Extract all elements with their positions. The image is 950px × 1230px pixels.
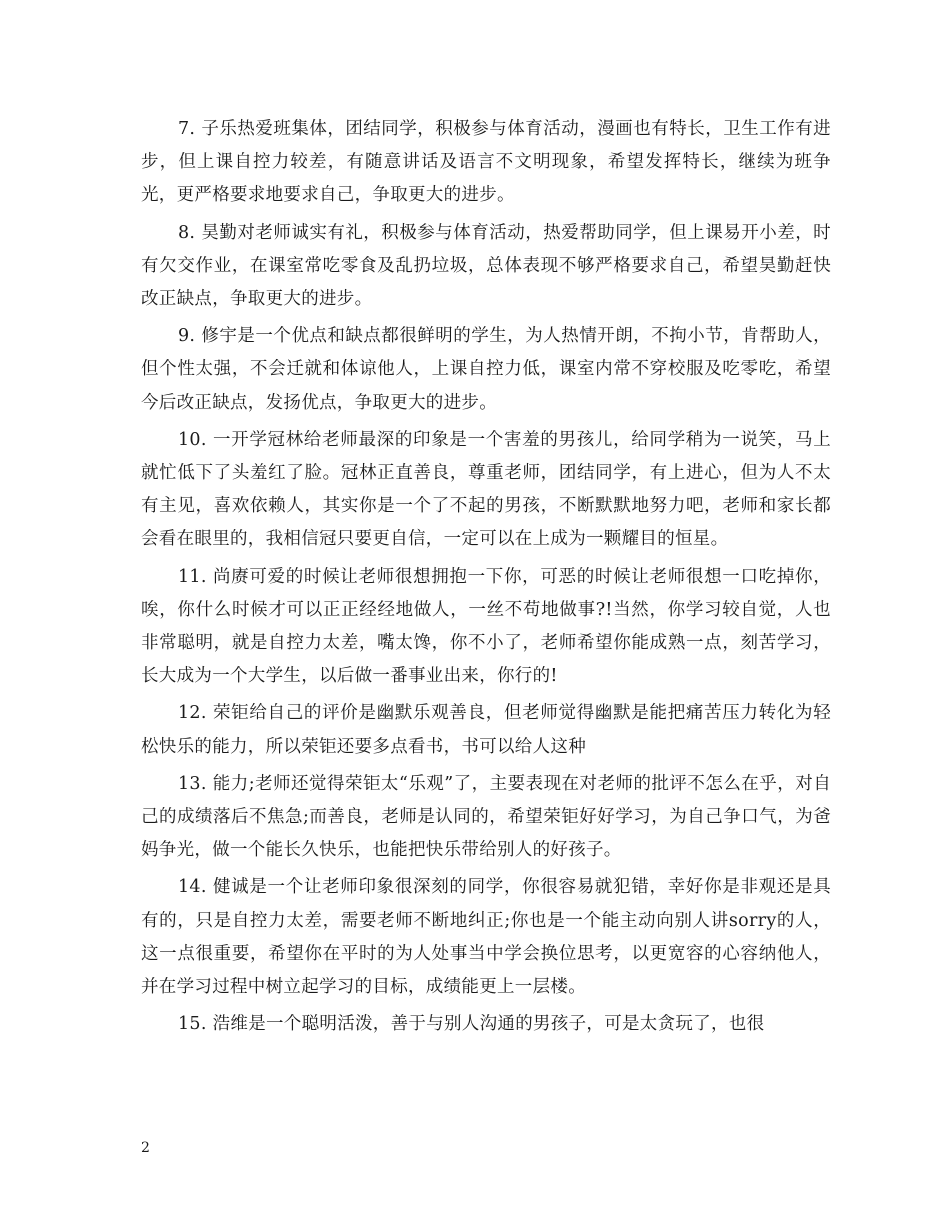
paragraph-8: 8. 昊勤对老师诚实有礼，积极参与体育活动，热爱帮助同学，但上课易开小差，时有欠交作业，在课室常吃零食及乱扔垃圾，总体表现不够严格要求自己，希望昊勤赶快改正缺点，争取更大的进步。: [141, 222, 831, 310]
paragraph-7: 7. 子乐热爱班集体，团结同学，积极参与体育活动，漫画也有特长，卫生工作有进步，但上课自控力较差，有随意讲话及语言不文明现象，希望发挥特长，继续为班争光，更严格要求地要求自己，争取更大的进步。: [141, 119, 831, 206]
paragraph-14: 14. 健诚是一个让老师印象很深刻的同学，你很容易就犯错，幸好你是非观还是具有的，只是自控力太差，需要老师不断地纠正;你也是一个能主动向别人讲sorry的人，这一点很重要，希望你在平时的为人处事当中学会换位思考，以更宽容的心容纳他人，并在学习过程中树立起学习的目标，成绩能更上一层楼。: [141, 877, 831, 998]
paragraph-13: 13. 能力;老师还觉得荣钜太“乐观”了，主要表现在对老师的批评不怎么在乎，对自己的成绩落后不焦急;而善良，老师是认同的，希望荣钜好好学习，为自己争口气，为爸妈争光，做一个能长久快乐，也能把快乐带给别人的好孩子。: [141, 773, 831, 861]
paragraph-10: 10. 一开学冠林给老师最深的印象是一个害羞的男孩儿，给同学稍为一说笑，马上就忙低下了头羞红了脸。冠林正直善良，尊重老师，团结同学，有上进心，但为人不太有主见，喜欢依赖人，其实你是一个了不起的男孩，不断默默地努力吧，老师和家长都会看在眼里的，我相信冠只要更自信，一定可以在上成为一颗耀目的恒星。: [141, 429, 831, 550]
paragraph-9: 9. 修宇是一个优点和缺点都很鲜明的学生，为人热情开朗，不拘小节，肯帮助人，但个性太强，不会迁就和体谅他人，上课自控力低，课室内常不穿校服及吃零吃，希望今后改正缺点，发扬优点，争取更大的进步。: [141, 326, 831, 413]
paragraph-11: 11. 尚赓可爱的时候让老师很想拥抱一下你，可恶的时候让老师很想一口吃掉你，唉，你什么时候才可以正正经经地做人，一丝不苟地做事?!当然，你学习较自觉，人也非常聪明，就是自控力太差，嘴太馋，你不小了，老师希望你能成熟一点，刻苦学习，长大成为一个大学生，以后做一番事业出来，你行的!: [141, 566, 831, 687]
document-body: [141, 113, 831, 1045]
page-number: 2: [141, 1140, 150, 1156]
paragraph-15: 15. 浩维是一个聪明活泼，善于与别人沟通的男孩子，可是太贪玩了，也很: [178, 1014, 765, 1035]
paragraph-12: 12. 荣钜给自己的评价是幽默乐观善良，但老师觉得幽默是能把痛苦压力转化为轻松快乐的能力，所以荣钜还要多点看书，书可以给人这种: [141, 703, 831, 757]
